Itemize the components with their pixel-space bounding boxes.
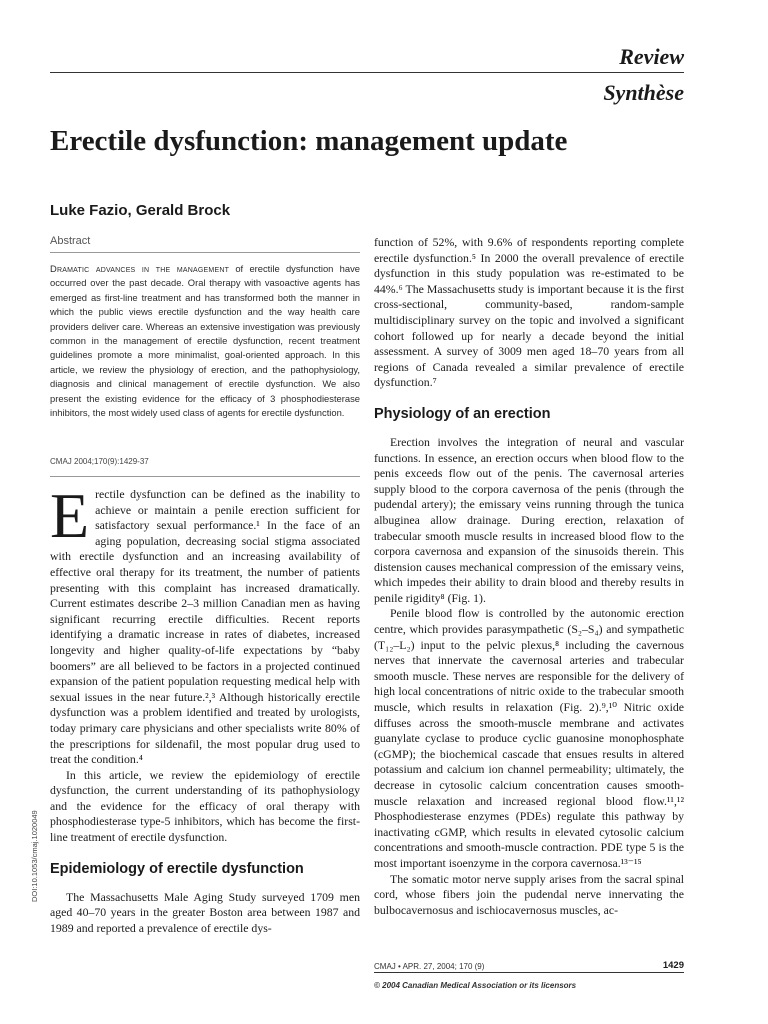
- article-authors: Luke Fazio, Gerald Brock: [50, 202, 231, 219]
- header-divider: [50, 72, 684, 73]
- physiology-heading: Physiology of an erection: [374, 405, 551, 422]
- epidemiology-heading: Epidemiology of erectile dysfunction: [50, 860, 304, 877]
- article-citation: CMAJ 2004;170(9):1429-37: [50, 457, 149, 466]
- page-number: 1429: [662, 960, 684, 971]
- epidemiology-paragraph: The Massachusetts Male Aging Study surveyed 1709 men aged 40–70 years in the greater Boston area between 1987 and 1989 and reported a prevalence of erectile dys-: [50, 889, 360, 935]
- abstract-heading: Abstract: [50, 235, 91, 247]
- physiology-paragraph-1: Erection involves the integration of neural and vascular functions. In essence, an erection occurs when blood flow to the penis exceeds flow out of the penis. The cavernosal arteries supply blood to the corpora cavernosa of the penis (through the pudendal artery); the emissary veins running through the tunica albuginea allow drainage. During erection, relaxation of trabecular smooth muscle results in increased blood flow to the corpora cavernosa and expansion of the sinusoids therein. This distension causes mechanical compression of the emissary veins, which impedes their ability to drain blood and thereby results in penile rigidity⁸ (Fig. 1).: [374, 434, 684, 605]
- abstract-bottom-rule: [50, 476, 360, 477]
- epidemiology-paragraph-cont: function of 52%, with 9.6% of respondents reporting complete erectile dysfunction.⁵ In 2000 the overall prevalence of erectile dysfunction in this study population was re-estimated to be 44%.⁶ The Massachusetts study is important because it is the first cross-sectional, community-based, random-sample multidisciplinary survey on the topic and involved a significant cohort followed up for nearly a decade beyond the initial assessment. A survey of 3009 men aged 18–70 years from all regions of Canada revealed a similar prevalence of erectile dysfunction.⁷: [374, 235, 684, 390]
- abstract-body: of erectile dysfunction have occurred over the past decade. Oral therapy with vasoactive agents has emerged as first-line treatment and has transformed both the manner in which the public views erectile dysfunction and the way health care providers deliver care. Whereas an extensive investigation was previously common in the management of erectile dysfunction, recent treatment guidelines promote a more minimalist, goal-oriented approach. In this article, we review the physiology of erection, and the pathophysiology, diagnosis and clinical management of erectile dysfunction. We also present the existing evidence for the efficacy of 3 phosphodiesterase inhibitors, the most widely used class of agents for erectile dysfunction.: [50, 263, 360, 419]
- footer-divider: [374, 972, 684, 973]
- left-column: [50, 480, 360, 936]
- abstract-lead: Dramatic advances in the management: [50, 263, 230, 274]
- physiology-paragraph-2: Penile blood flow is controlled by the autonomic erection centre, which provides parasympathetic (S₂–S₄) and sympathetic (T₁₂–L₂) input to the pelvic plexus,⁸ including the cavernous nerves that innervate the cavernosal arteries and trabecular smooth muscle. These nerves are responsible for the delivery of high local concentrations of nitric oxide to the trabecular smooth muscle, which results in relaxation (Fig. 2).⁹,¹⁰ Nitric oxide diffuses across the smooth-muscle membrane and activates guanylate cyclase to produce cyclic guanosine monophosphate (cGMP); the biochemical cascade that ensues results in altered potassium and calcium ion channel permeability; ultimately, the decrease in cytosolic calcium concentration causes smooth-muscle relaxation and increased regional blood flow.¹¹,¹² Phosphodiesterase enzymes (PDEs) regulate this pathway by inactivating cGMP, which results in elevated cytosolic calcium concentrations and smooth-muscle contraction. PDE type 5 is the most important isoenzyme in the corpora cavernosa.¹³⁻¹⁵: [374, 606, 684, 870]
- doi-label: DOI:10.1053/cmaj.1020049: [30, 810, 39, 902]
- physiology-paragraph-3: The somatic motor nerve supply arises from the sacral spinal cord, whose fibers join the pudendal nerve innervating the bulbocavernosus and ischiocavernosus muscles, ac-: [374, 871, 684, 917]
- section-label-synthese: Synthèse: [603, 80, 684, 105]
- abstract-top-rule: [50, 252, 360, 253]
- intro-paragraph-2: In this article, we review the epidemiology of erectile dysfunction, the current understanding of its pathophysiology and the evidence for the efficacy of oral therapy with phosphodiesterase type-5 inhibitors, which has become the first-line treatment of erectile dysfunction.: [50, 767, 360, 845]
- abstract-text: [50, 262, 360, 420]
- drop-cap: E: [50, 480, 90, 551]
- intro-paragraph-text: rectile dysfunction can be defined as the inability to achieve or maintain a penile erection sufficient for satisfactory sexual performance.¹ In the face of an aging population, decreasing social stigma associated with erectile dysfunction and an increasing availability of effective oral therapy for its treatment, the number of patients presenting with this complaint has increased dramatically. Current estimates describe 2–3 million Canadian men as having significant recurring erectile difficulties. Recent reports identifying a dramatic increase in rates of diabetes, increased longevity and higher quality-of-life expectations by “baby boomers” are all believed to be factors in a projected continued expansion of the patient population requesting medical help with sexual issues in the near future.²,³ Although historically erectile dysfunction was a problem identified and treated by urologists, today primary care physicians and other specialists write 80% of the prescriptions for sildenafil, the most popular drug used to treat the condition.⁴: [50, 487, 360, 767]
- footer-journal: CMAJ • APR. 27, 2004; 170 (9): [374, 962, 485, 971]
- intro-paragraph: [50, 480, 360, 768]
- footer-copyright: © 2004 Canadian Medical Association or its licensors: [374, 981, 577, 990]
- section-label-review: Review: [619, 44, 684, 69]
- right-column: [374, 235, 684, 918]
- article-title: Erectile dysfunction: management update: [50, 125, 568, 157]
